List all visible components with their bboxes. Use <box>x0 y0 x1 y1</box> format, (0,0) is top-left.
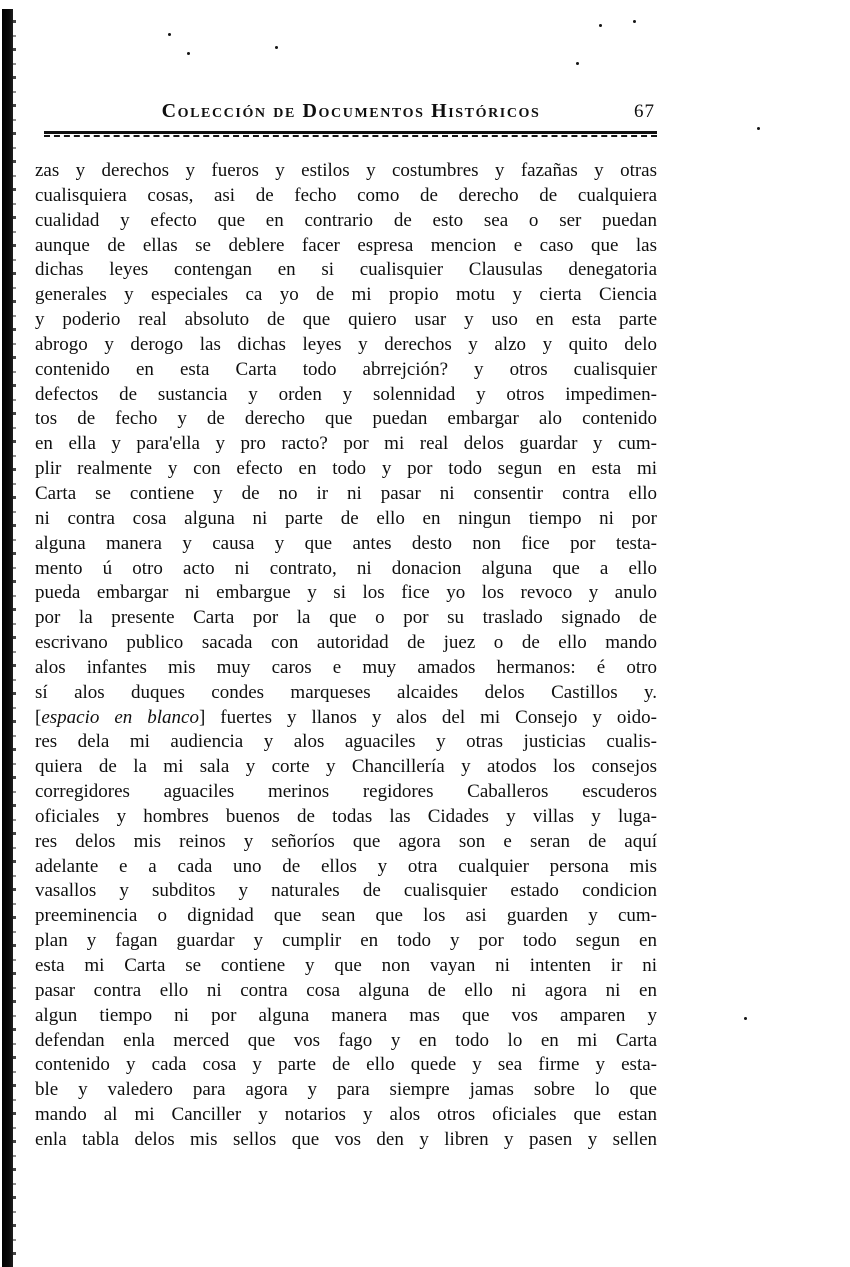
scan-speckle <box>187 52 190 55</box>
text-line: quiera de la mi sala y corte y Chancillería y atodos los consejos <box>35 756 657 778</box>
header-rule-broken-line <box>44 135 657 137</box>
text-line: pueda embargar ni embargue y si los fice yo los revoco y anulo <box>35 582 657 604</box>
text-line: dichas leyes contengan en si cualisquier Clausulas denegatoria <box>35 259 657 281</box>
text-line: mento ú otro acto ni contrato, ni donacion alguna que a ello <box>35 557 657 579</box>
text-line: Carta se contiene y de no ir ni pasar ni consentir contra ello <box>35 482 657 504</box>
text-line: algun tiempo ni por alguna manera mas que vos amparen y <box>35 1004 657 1026</box>
text-line: aunque de ellas se deblere facer espresa mencion e caso que las <box>35 234 657 256</box>
running-title: Colección de Documentos Históricos <box>161 100 541 122</box>
scan-speckle <box>757 127 760 130</box>
text-line: abrogo y derogo las dichas leyes y derechos y alzo y quito delo <box>35 333 657 355</box>
text-line: enla tabla delos mis sellos que vos den y libren y pasen y sellen <box>35 1128 657 1150</box>
text-line: contenido en esta Carta todo abrrejción? y otros cualisquier <box>35 358 657 380</box>
text-line: y poderio real absoluto de que quiero usar y uso en esta parte <box>35 309 657 331</box>
text-line: plan y fagan guardar y cumplir en todo y por todo segun en <box>35 930 657 952</box>
text-line: alguna manera y causa y que antes desto non fice por testa- <box>35 532 657 554</box>
text-line: mando al mi Canciller y notarios y alos otros oficiales que estan <box>35 1104 657 1126</box>
scan-speckle <box>168 33 171 36</box>
header-rule <box>44 131 657 137</box>
editorial-note-italic: espacio en blanco <box>41 706 199 728</box>
scan-speckle <box>744 1017 747 1020</box>
text-line: res dela mi audiencia y alos aguaciles y otras justicias cualis- <box>35 731 657 753</box>
text-line: cualisquiera cosas, asi de fecho como de derecho de cualquiera <box>35 184 657 206</box>
line-remainder: ] fuertes y llanos y alos del mi Consejo y oido- <box>198 706 657 728</box>
text-line: contenido y cada cosa y parte de ello quede y sea firme y esta- <box>35 1054 657 1076</box>
text-line: vasallos y subditos y naturales de cualisquier estado condicion <box>35 880 657 902</box>
text-line: en ella y para'ella y pro racto? por mi real delos guardar y cum- <box>35 433 657 455</box>
text-line: corregidores aguaciles merinos regidores Caballeros escuderos <box>35 781 657 803</box>
bracket-open: [ <box>35 706 42 728</box>
text-line: sí alos duques condes marqueses alcaides delos Castillos y. <box>35 681 657 703</box>
text-line: res delos mis reinos y señoríos que agora son e seran de aquí <box>35 830 657 852</box>
text-line: tos de fecho y de derecho que puedan embargar alo contenido <box>35 408 657 430</box>
scan-speckle <box>599 24 602 27</box>
text-line: adelante e a cada uno de ellos y otra cualquier persona mis <box>35 855 657 877</box>
page-number: 67 <box>634 101 655 122</box>
text-line: por la presente Carta por la que o por su traslado signado de <box>35 607 657 629</box>
text-line: escrivano publico sacada con autoridad de juez o de ello mando <box>35 632 657 654</box>
text-line: alos infantes mis muy caros e muy amados hermanos: é otro <box>35 656 657 678</box>
text-line: defectos de sustancia y orden y solennidad y otros impedimen- <box>35 383 657 405</box>
text-line: pasar contra ello ni contra cosa alguna de ello ni agora ni en <box>35 979 657 1001</box>
page-header <box>45 100 657 128</box>
text-line: oficiales y hombres buenos de todas las Cidades y villas y luga- <box>35 805 657 827</box>
text-line: preeminencia o dignidad que sean que los asi guarden y cum- <box>35 905 657 927</box>
text-line: ble y valedero para agora y para siempre jamas sobre lo que <box>35 1079 657 1101</box>
text-line: defendan enla merced que vos fago y en todo lo en mi Carta <box>35 1029 657 1051</box>
text-line-with-editorial-note <box>35 706 657 731</box>
book-binding-shadow <box>2 9 13 1267</box>
text-line: cualidad y efecto que en contrario de esto sea o ser puedan <box>35 209 657 231</box>
scan-speckle <box>275 46 278 49</box>
text-line: plir realmente y con efecto en todo y por todo segun en esta mi <box>35 458 657 480</box>
scan-speckle <box>633 20 636 23</box>
text-line: generales y especiales ca yo de mi propio motu y cierta Ciencia <box>35 284 657 306</box>
text-line: esta mi Carta se contiene y que non vayan ni intenten ir ni <box>35 955 657 976</box>
text-line: zas y derechos y fueros y estilos y costumbres y fazañas y otras <box>35 160 657 181</box>
header-rule-solid-line <box>44 131 657 134</box>
text-line: ni contra cosa alguna ni parte de ello en ningun tiempo ni por <box>35 507 657 529</box>
document-body <box>35 159 657 1153</box>
scan-speckle <box>576 62 579 65</box>
